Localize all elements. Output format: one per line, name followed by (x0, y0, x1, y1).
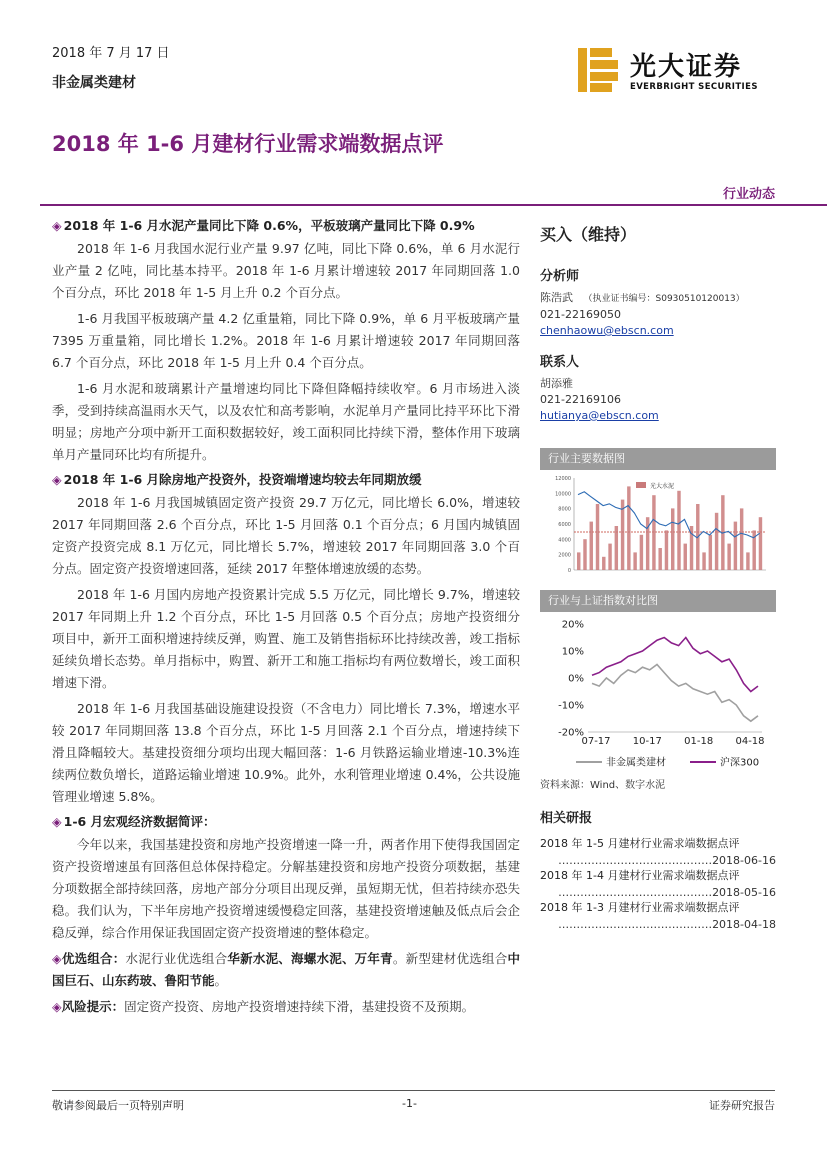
legend-label: 非金属类建材 (606, 757, 666, 769)
paragraph: 今年以来，我国基建投资和房地产投资增速一降一升，两者作用下使得我国固定资产投资增速虽有回落但总体保持稳定。分解基建投资和房地产投资分项数据，基建分项数据全部持续回落，房地产部分分项目出现反弹，虽短期无忧，但若持续亦恐失稳。我们认为，下半年房地产投资增速缓慢稳定回落，基建投资增速触及低点后会企稳反弹，综合作用保证我国固定资产投资增速的整体稳定。 (52, 837, 520, 940)
bar (627, 486, 630, 570)
title-divider (40, 204, 827, 206)
chart-industry-data (540, 470, 776, 582)
footer-divider (52, 1090, 775, 1091)
y-tick-label: 6000 (558, 522, 571, 528)
picks-text: 水泥行业优选组合 (125, 951, 228, 966)
report-title: 2018 年 1-6 月建材行业需求端数据点评 (52, 132, 444, 156)
bar (677, 491, 680, 570)
bar (608, 544, 611, 570)
bar (740, 508, 743, 570)
y-tick-label: 4000 (558, 537, 571, 544)
page-number: -1- (402, 1097, 417, 1110)
paragraph: 2018 年 1-6 月我国基础设施建设投资（不含电力）同比增长 7.3%，增速水平较 2017 年同期回落 13.8 个百分点，环比 1-5 月回落 2.1 个百分点，增速持续下滑且降幅较大。基建投资细分项均出现大幅回落：1-6 月铁路运输业增速-10.3%连续两位数负增长，道路运输业增速 10.9%。此外，水利管理业增速 0.4%，公共设施管理业增速 5.8%。 (52, 701, 520, 804)
portfolio-picks (52, 948, 520, 992)
section-title-macro (52, 812, 520, 832)
y-tick-label: 0% (568, 673, 584, 685)
analyst-phone: 021-22169050 (540, 308, 621, 321)
analyst-block (540, 265, 780, 339)
bar (596, 504, 599, 570)
logo-text-en: EVERBRIGHT SECURITIES (630, 82, 758, 92)
risk-text: 固定资产投资、房地产投资增速持续下滑，基建投资不及预期。 (124, 999, 475, 1014)
analyst-heading: 分析师 (540, 269, 580, 284)
chart-source: 资料来源：Wind、数字水泥 (540, 780, 666, 791)
bar (671, 508, 674, 570)
series-line (592, 665, 758, 722)
y-tick-label: 12000 (555, 476, 571, 482)
analyst-name-line (540, 290, 780, 307)
related-report-date: ……………………………………2018-06-16 (558, 854, 776, 867)
bar (583, 539, 586, 570)
main-column (52, 216, 520, 1022)
panel-heading-industry-data: 行业主要数据图 (540, 448, 776, 470)
paragraph: 1-6 月水泥和玻璃累计产量增速均同比下降但降幅持续收窄。6 月市场进入淡季，受到持续高温雨水天气，以及农忙和高考影响，水泥单月产量同比持平环比下滑明显；房地产分项中新开工面积数据较好，竣工面积同比持续下滑，整体作用下玻璃单月产量同环比均有所提升。 (52, 381, 520, 462)
section-title-investment (52, 470, 520, 490)
y-tick-label: 10% (561, 646, 584, 658)
diamond-bullet-icon: ◈ (52, 951, 62, 966)
diamond-bullet-icon: ◈ (52, 218, 62, 233)
risk-warning (52, 996, 520, 1018)
paragraph: 1-6 月我国平板玻璃产量 4.2 亿重量箱，同比下降 0.9%，单 6 月平板玻璃产量 7395 万重量箱，同比增长 1.2%。2018 年 1-6 月累计增速较 2017 年同期回落 6.7 个百分点，环比 2018 年 1-5 月上升 0.4 个百分点。 (52, 311, 520, 370)
related-research-heading: 相关研报 (540, 811, 593, 826)
legend-swatch (636, 482, 646, 488)
picks-new-materials: 中国巨石、山东药玻、鲁阳节能 (52, 951, 520, 988)
diamond-bullet-icon: ◈ (52, 472, 62, 487)
related-report-title[interactable]: 2018 年 1-3 月建材行业需求端数据点评 (540, 901, 740, 914)
risk-label: 风险提示： (61, 999, 125, 1014)
bar (621, 500, 624, 570)
bar (684, 544, 687, 570)
paragraph: 2018 年 1-6 月我国水泥行业产量 9.97 亿吨，同比下降 0.6%，单 6 月水泥行业产量 2 亿吨，同比基本持平。2018 年 1-6 月累计增速较 2017 年同期回落 1.0 个百分点，环比 2018 年 1-5 月上升 0.2 个百分点。 (52, 241, 520, 300)
sector-label: 非金属类建材 (52, 75, 136, 91)
related-report-date: ……………………………………2018-05-16 (558, 886, 776, 899)
bar (665, 530, 668, 570)
footer-report-type: 证券研究报告 (709, 1099, 775, 1112)
bar (652, 495, 655, 570)
analyst-cert: （执业证书编号：S0930510120013） (583, 294, 745, 304)
x-tick-label: 01-18 (684, 736, 714, 747)
contact-block (540, 351, 780, 424)
section-title-text: 2018 年 1-6 月水泥产量同比下降 0.6%，平板玻璃产量同比下降 0.9% (63, 218, 475, 233)
diamond-bullet-icon: ◈ (52, 999, 62, 1014)
related-report-title[interactable]: 2018 年 1-4 月建材行业需求端数据点评 (540, 869, 740, 882)
bar (709, 535, 712, 570)
analyst-email-link[interactable]: chenhaowu@ebscn.com (540, 324, 674, 337)
y-tick-label: 0 (567, 568, 571, 574)
bar (633, 552, 636, 570)
bar (640, 535, 643, 570)
bar (727, 544, 730, 570)
rating: 买入（维持） (540, 225, 637, 244)
x-tick-label: 04-18 (735, 736, 765, 747)
picks-text: 。 (214, 973, 228, 988)
contact-heading: 联系人 (540, 355, 580, 370)
bar (658, 548, 661, 570)
bar (577, 552, 580, 570)
bar (602, 557, 605, 570)
y-tick-label: 20% (561, 619, 584, 631)
bar (746, 552, 749, 570)
related-report-date: ……………………………………2018-04-18 (558, 918, 776, 931)
y-tick-label: 2000 (558, 552, 571, 559)
bar (715, 513, 718, 570)
picks-cement: 华新水泥、海螺水泥、万年青 (227, 951, 393, 966)
logo-mark-icon (578, 48, 620, 92)
industry-data-chart (540, 470, 776, 582)
logo-text-cn: 光大证券 (630, 52, 743, 82)
diamond-bullet-icon: ◈ (52, 814, 62, 829)
x-tick-label: 10-17 (632, 736, 662, 747)
legend-label: 光大水泥 (650, 483, 675, 490)
section-title-text: 1-6 月宏观经济数据简评： (63, 814, 216, 829)
panel-heading-index-compare: 行业与上证指数对比图 (540, 590, 776, 612)
related-report-title[interactable]: 2018 年 1-5 月建材行业需求端数据点评 (540, 837, 740, 850)
section-title-cement-glass (52, 216, 520, 236)
paragraph: 2018 年 1-6 月我国城镇固定资产投资 29.7 万亿元，同比增长 6.0%，增速较 2017 年同期回落 2.6 个百分点，环比 1-5 月回落 0.1 个百分点；6 月国内城镇固定资产投资完成 8.1 万亿元，同比增长 5.7%，增速较 2017 年同期回落 3.0 个百分点。固定资产投资增速回落，延续 2017 年整体增速放缓的态势。 (52, 495, 520, 576)
bar (702, 552, 705, 570)
contact-phone: 021-22169106 (540, 393, 621, 406)
contact-name: 胡添雅 (540, 377, 573, 390)
bar (615, 526, 618, 570)
contact-email-link[interactable]: hutianya@ebscn.com (540, 409, 659, 422)
bar (759, 517, 762, 570)
paragraph: 2018 年 1-6 月国内房地产投资累计完成 5.5 万亿元，同比增长 9.7%，增速较 2017 年同期上升 1.2 个百分点，环比 1-5 月回落 0.5 个百分点；房地产投资细分项目中，新开工面积增速持续反弹，购置、施工及销售指标环比持续改善，竣工指标延续负增长态势。单月指标中，购置、新开工和施工指标均有两位数增长，竣工面积增速下滑。 (52, 587, 520, 690)
bar (734, 522, 737, 570)
picks-text: 。新型建材优选组合 (392, 951, 508, 966)
chart-index-compare (540, 612, 776, 772)
y-tick-label: -20% (558, 727, 584, 739)
picks-label: 优选组合： (61, 951, 126, 966)
index-compare-chart (540, 612, 776, 772)
footer-disclaimer: 敬请参阅最后一页特别声明 (52, 1099, 184, 1112)
report-date: 2018 年 7 月 17 日 (52, 46, 170, 61)
legend-label: 沪深300 (720, 757, 760, 769)
sidebar (540, 222, 780, 932)
document-type: 行业动态 (722, 187, 775, 202)
section-title-text: 2018 年 1-6 月除房地产投资外，投资端增速均较去年同期放缓 (63, 472, 422, 487)
everbright-logo (578, 44, 778, 96)
related-research-list (540, 836, 780, 932)
y-tick-label: -10% (558, 700, 584, 712)
bar (590, 522, 593, 570)
x-tick-label: 07-17 (581, 736, 611, 747)
y-tick-label: 8000 (558, 506, 571, 513)
y-tick-label: 10000 (555, 491, 571, 498)
analyst-name: 陈浩武 (540, 291, 573, 304)
series-line (578, 492, 760, 538)
